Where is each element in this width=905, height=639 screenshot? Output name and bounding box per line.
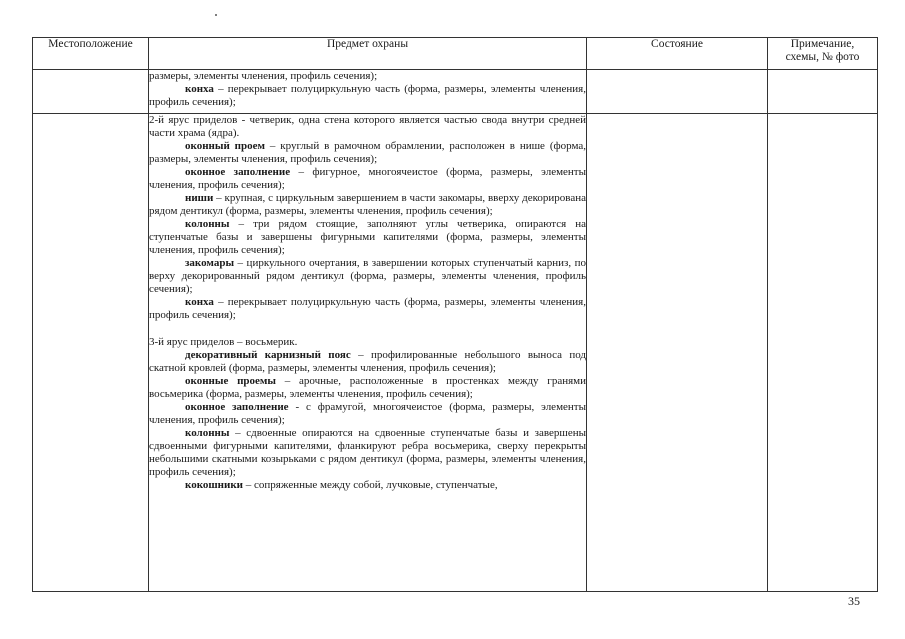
continuation-line: размеры, элементы членения, профиль сечения); xyxy=(149,70,378,82)
tier2-items xyxy=(149,140,586,322)
item-term: конха xyxy=(185,296,214,308)
list-item xyxy=(149,257,586,296)
header-subject: Предмет охраны xyxy=(149,38,587,70)
tier3-heading: 3-й ярус приделов – восьмерик. xyxy=(149,336,298,348)
list-item xyxy=(149,479,586,492)
item-term: оконный проем xyxy=(185,140,266,152)
list-item xyxy=(149,218,586,257)
tier3-items xyxy=(149,349,586,492)
item-text: – профилированные небольшого выноса под скатной кровлей (форма, размеры, элементы членения, профиль сечения); xyxy=(149,349,587,374)
list-item xyxy=(149,296,586,322)
header-location: Местоположение xyxy=(33,38,149,70)
header-notes xyxy=(768,38,878,70)
location-cell xyxy=(33,70,149,114)
subject-cell xyxy=(149,114,587,592)
item-term: оконные проемы xyxy=(185,375,277,387)
subject-cell xyxy=(149,70,587,114)
item-text: – фигурное, многоячеистое (форма, размеры, элементы членения, профиль сечения); xyxy=(149,166,586,191)
konha-item xyxy=(149,83,586,109)
page-number: 35 xyxy=(848,594,860,608)
item-term: колонны xyxy=(185,218,230,230)
item-text: – перекрывает полуциркульную часть (форма, размеры, элементы членения, профиль сечения); xyxy=(149,83,586,108)
item-term: оконное заполнение xyxy=(185,166,291,178)
list-item xyxy=(149,349,586,375)
item-term: декоративный карнизный пояс xyxy=(185,349,351,361)
notes-cell xyxy=(768,114,878,592)
item-term: ниши xyxy=(185,192,214,204)
notes-cell xyxy=(768,70,878,114)
item-term: оконное заполнение xyxy=(185,401,289,413)
scan-speck xyxy=(215,14,217,16)
header-notes-line2: схемы, № фото xyxy=(785,51,860,63)
condition-cell xyxy=(587,114,768,592)
header-notes-line1: Примечание, xyxy=(790,38,855,50)
list-item xyxy=(149,375,586,401)
table-row xyxy=(33,70,878,114)
table-header-row xyxy=(33,38,878,70)
item-text: – крупная, с циркульным завершением в части закомары, вверху декорирована рядом дентикул (форма, размеры, элементы членения, профиль сечения); xyxy=(149,192,586,217)
tier2-heading: 2-й ярус приделов - четверик, одна стена которого является частью свода внутри средней части храма (ядра). xyxy=(149,114,586,139)
location-cell xyxy=(33,114,149,592)
item-text: – три рядом стоящие, заполняют углы четверика, опираются на ступенчатые базы и завершены фигурными капителями (форма, размеры, элементы членения, профиль сечения); xyxy=(149,218,586,256)
condition-cell xyxy=(587,70,768,114)
list-item xyxy=(149,427,586,479)
list-item xyxy=(149,166,586,192)
item-term: кокошники xyxy=(185,479,244,491)
item-text: - с фрамугой, многоячеистое (форма, размеры, элементы членения, профиль сечения); xyxy=(149,401,586,426)
spacer xyxy=(149,322,586,336)
list-item xyxy=(149,140,586,166)
item-text: – сопряженные между собой, лучковые, ступенчатые, xyxy=(243,479,498,491)
table-row xyxy=(33,114,878,592)
item-term: закомары xyxy=(185,257,235,269)
protection-subject-table xyxy=(32,37,878,592)
list-item xyxy=(149,401,586,427)
item-text: – циркульного очертания, в завершении которых ступенчатый карниз, по верху декорированный рядом дентикул (форма, размеры, элементы членения, профиль сечения); xyxy=(149,257,586,295)
item-text: – перекрывает полуциркульную часть (форма, размеры, элементы членения, профиль сечения); xyxy=(149,296,586,321)
header-condition: Состояние xyxy=(587,38,768,70)
item-text: – арочные, расположенные в простенках между гранями восьмерика (форма, размеры, элементы членения, профиль сечения); xyxy=(149,375,586,400)
item-text: – круглый в рамочном обрамлении, расположен в нише (форма, размеры, элементы членения, профиль сечения); xyxy=(149,140,586,165)
item-term: конха xyxy=(185,83,214,95)
list-item xyxy=(149,192,586,218)
item-text: – сдвоенные опираются на сдвоенные ступенчатые базы и завершены сдвоенными фигурными капителями, фланкируют ребра восьмерика, сверху перекрыты небольшими скатными козырьками с рядом дентикул (форма, размеры, элементы членения, профиль сечения); xyxy=(149,427,586,478)
item-term: колонны xyxy=(185,427,230,439)
